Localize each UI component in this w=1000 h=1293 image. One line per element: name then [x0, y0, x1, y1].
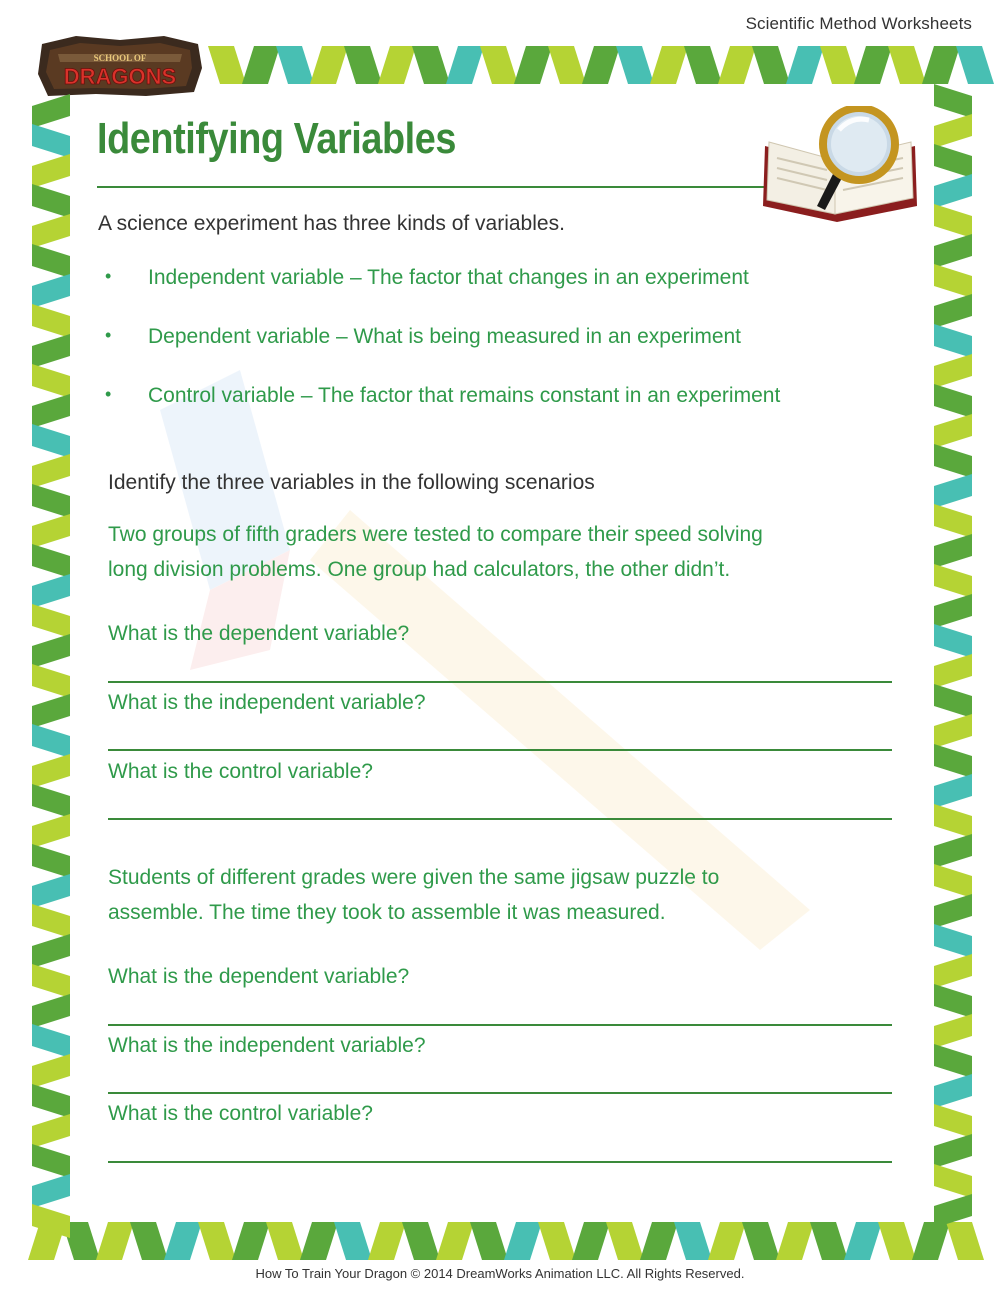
border-tile — [708, 1222, 746, 1260]
border-tile — [32, 934, 70, 968]
variable-definitions — [105, 266, 780, 443]
border-tile — [32, 904, 70, 938]
border-tile — [934, 204, 972, 238]
border-tile — [32, 604, 70, 638]
border-tile — [934, 744, 972, 778]
border-tile — [32, 214, 70, 248]
svg-text:DRAGONS: DRAGONS — [63, 64, 177, 89]
border-tile — [934, 384, 972, 418]
border-tile — [32, 184, 70, 218]
border-tile — [378, 46, 416, 84]
border-tile — [934, 774, 972, 808]
border-tile — [934, 924, 972, 958]
definition-control — [105, 384, 780, 443]
border-tile — [32, 94, 70, 128]
border-tile — [934, 804, 972, 838]
border-tile — [130, 1222, 168, 1260]
border-tile — [786, 46, 824, 84]
border-tile — [32, 574, 70, 608]
border-tile — [934, 984, 972, 1018]
border-tile — [32, 454, 70, 488]
instructions-text: Identify the three variables in the following scenarios — [108, 471, 595, 494]
border-tile — [32, 994, 70, 1028]
border-tile — [820, 46, 858, 84]
border-tile — [334, 1222, 372, 1260]
border-tile — [934, 234, 972, 268]
border-tile — [934, 504, 972, 538]
border-tile — [232, 1222, 270, 1260]
border-tile — [32, 154, 70, 188]
series-label: Scientific Method Worksheets — [745, 14, 972, 33]
border-tile — [956, 46, 994, 84]
border-tile — [208, 46, 246, 84]
scenario-line: Students of different grades were given the same jigsaw puzzle to — [108, 866, 720, 889]
border-tile — [412, 46, 450, 84]
border-tile — [32, 844, 70, 878]
border-tile — [32, 514, 70, 548]
border-tile — [810, 1222, 848, 1260]
border-tile — [32, 784, 70, 818]
border-tile — [934, 114, 972, 148]
border-tile — [276, 46, 314, 84]
border-tile — [934, 354, 972, 388]
intro-text: A science experiment has three kinds of variables. — [98, 212, 565, 235]
border-tile — [32, 1054, 70, 1088]
magnifying-glass-book-icon — [755, 106, 925, 224]
border-tile — [32, 394, 70, 428]
border-tile — [344, 46, 382, 84]
answer-line-control-2[interactable] — [108, 1161, 892, 1163]
border-tile — [616, 46, 654, 84]
border-tile — [32, 274, 70, 308]
border-tile — [32, 664, 70, 698]
border-tile — [32, 424, 70, 458]
border-tile — [934, 1044, 972, 1078]
border-tile — [32, 484, 70, 518]
border-tile — [582, 46, 620, 84]
definition-text: Independent variable – The factor that changes in an experiment — [148, 266, 749, 289]
border-tile — [32, 634, 70, 668]
border-tile — [934, 894, 972, 928]
border-tile — [934, 144, 972, 178]
answer-line-independent-1[interactable] — [108, 749, 892, 751]
border-tile — [934, 294, 972, 328]
border-tile — [300, 1222, 338, 1260]
border-tile — [32, 724, 70, 758]
border-tile — [934, 954, 972, 988]
border-tile — [32, 1114, 70, 1148]
definition-text: Control variable – The factor that remains constant in an experiment — [148, 384, 781, 407]
border-tile — [934, 444, 972, 478]
border-tile — [922, 46, 960, 84]
border-tile — [888, 46, 926, 84]
border-tile — [674, 1222, 712, 1260]
border-tile — [32, 1024, 70, 1058]
border-tile — [32, 1174, 70, 1208]
border-tile — [32, 1144, 70, 1178]
border-tile — [718, 46, 756, 84]
definition-independent — [105, 266, 780, 325]
border-tile — [912, 1222, 950, 1260]
border-tile — [32, 364, 70, 398]
answer-line-control-1[interactable] — [108, 818, 892, 820]
border-tile — [934, 1074, 972, 1108]
border-tile — [776, 1222, 814, 1260]
border-tile — [32, 754, 70, 788]
border-tile — [402, 1222, 440, 1260]
border-tile — [934, 1164, 972, 1198]
border-tile — [934, 684, 972, 718]
border-tile — [32, 334, 70, 368]
border-tile — [934, 264, 972, 298]
bullet: • — [105, 384, 112, 404]
border-tile — [934, 654, 972, 688]
border-tile — [934, 864, 972, 898]
border-tile — [470, 1222, 508, 1260]
border-tile — [650, 46, 688, 84]
border-tile — [934, 474, 972, 508]
border-tile — [32, 544, 70, 578]
border-tile — [436, 1222, 474, 1260]
border-tile — [32, 304, 70, 338]
definition-text: Dependent variable – What is being measured in an experiment — [148, 325, 742, 348]
border-tile — [164, 1222, 202, 1260]
border-tile — [198, 1222, 236, 1260]
scenario-line: long division problems. One group had calculators, the other didn’t. — [108, 558, 731, 581]
definition-dependent — [105, 325, 780, 384]
scenario-line: assemble. The time they took to assemble it was measured. — [108, 901, 666, 924]
border-tile — [752, 46, 790, 84]
border-tile — [368, 1222, 406, 1260]
title-underline — [97, 186, 767, 188]
border-tile — [538, 1222, 576, 1260]
scenario-2 — [108, 860, 898, 930]
border-tile — [934, 1014, 972, 1048]
answer-line-dependent-1[interactable] — [108, 681, 892, 683]
border-tile — [934, 624, 972, 658]
border-tile — [32, 964, 70, 998]
border-tile — [946, 1222, 984, 1260]
border-tile — [548, 46, 586, 84]
border-tile — [742, 1222, 780, 1260]
border-tile — [32, 124, 70, 158]
bullet: • — [105, 266, 112, 286]
border-tile — [844, 1222, 882, 1260]
border-tile — [684, 46, 722, 84]
svg-text:SCHOOL OF: SCHOOL OF — [93, 53, 147, 63]
answer-line-independent-2[interactable] — [108, 1092, 892, 1094]
border-tile — [480, 46, 518, 84]
border-tile — [32, 1084, 70, 1118]
border-tile — [606, 1222, 644, 1260]
border-tile — [934, 564, 972, 598]
border-tile — [878, 1222, 916, 1260]
question-control-1: What is the control variable? — [108, 760, 373, 783]
border-tile — [934, 414, 972, 448]
border-tile — [242, 46, 280, 84]
border-tile — [572, 1222, 610, 1260]
border-tile — [640, 1222, 678, 1260]
border-tile — [934, 1104, 972, 1138]
border-tile — [32, 244, 70, 278]
border-tile — [934, 1134, 972, 1168]
border-tile — [934, 534, 972, 568]
border-tile — [934, 174, 972, 208]
question-dependent-1: What is the dependent variable? — [108, 622, 410, 645]
answer-line-dependent-2[interactable] — [108, 1024, 892, 1026]
bullet: • — [105, 325, 112, 345]
page-title: Identifying Variables — [97, 114, 456, 163]
copyright-footer: How To Train Your Dragon © 2014 DreamWorks Animation LLC. All Rights Reserved. — [255, 1266, 745, 1281]
border-tile — [934, 714, 972, 748]
border-tile — [96, 1222, 134, 1260]
border-tile — [934, 84, 972, 118]
border-tile — [934, 324, 972, 358]
border-tile — [32, 694, 70, 728]
border-tile — [934, 594, 972, 628]
question-independent-2: What is the independent variable? — [108, 1034, 426, 1057]
border-tile — [514, 46, 552, 84]
scenario-line: Two groups of fifth graders were tested to compare their speed solving — [108, 523, 763, 546]
question-independent-1: What is the independent variable? — [108, 691, 426, 714]
border-tile — [446, 46, 484, 84]
question-dependent-2: What is the dependent variable? — [108, 965, 410, 988]
scenario-1 — [108, 517, 898, 587]
border-tile — [504, 1222, 542, 1260]
border-tile — [266, 1222, 304, 1260]
border-tile — [32, 874, 70, 908]
border-tile — [310, 46, 348, 84]
border-tile — [32, 814, 70, 848]
border-tile — [934, 834, 972, 868]
question-control-2: What is the control variable? — [108, 1102, 373, 1125]
border-tile — [854, 46, 892, 84]
